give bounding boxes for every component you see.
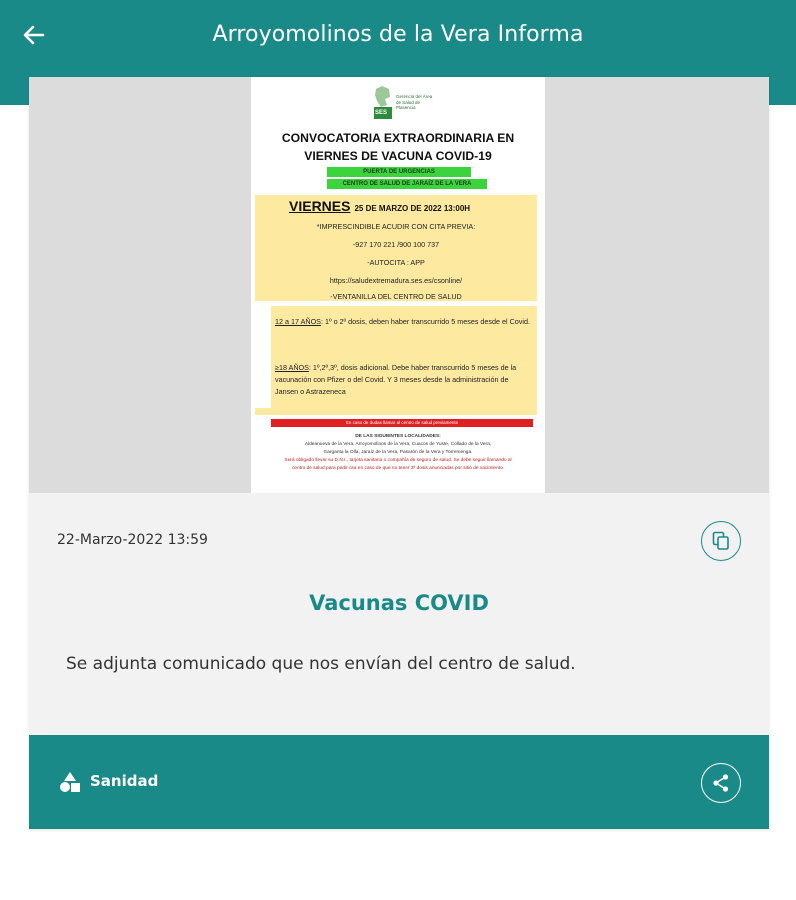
news-card <box>29 77 769 829</box>
poster-date-time: 25 DE MARZO DE 2022 13:00H <box>354 204 471 213</box>
poster-fine-text: Será obligado llevar su D.N.I., tarjeta sanitaria o compañía de seguro de salud. Se debe seguir llamando al <box>284 458 512 463</box>
category-label[interactable]: Sanidad <box>90 772 159 790</box>
article-body: Se adjunta comunicado que nos envían del centro de salud. <box>66 654 576 674</box>
poster-red-band: En caso de dudas llamar al centro de salud previamente <box>271 419 533 427</box>
logo-text: Gerencia del Área de Salud de Plasencia <box>396 94 433 110</box>
poster-para-text: : 1º o 2º dosis, deben haber transcurrido 5 meses desde el Covid. <box>320 317 530 326</box>
ses-logo-letters: SES <box>375 110 388 116</box>
poster-line: -AUTOCITA : APP <box>367 258 425 267</box>
poster-age-box <box>271 306 537 408</box>
poster-date <box>289 197 470 215</box>
share-icon <box>711 773 731 793</box>
poster-fine-text: centro de salud para pedir cita en caso de que no tener 3ª dosis anunciadas por sitio de vacimiento. <box>291 466 505 471</box>
poster-schedule-box <box>255 195 537 301</box>
shapes-icon <box>59 771 81 793</box>
poster-para-label: ≥18 AÑOS <box>275 363 309 372</box>
article-date: 22-Marzo-2022 13:59 <box>57 532 208 548</box>
poster-title-line2: VIERNES DE VACUNA COVID-19 <box>304 149 492 163</box>
poster-band-centro: CENTRO DE SALUD DE JARAÍZ DE LA VERA <box>327 179 487 189</box>
news-image-area <box>29 77 769 493</box>
poster-yellow-strip <box>255 408 537 415</box>
copy-button[interactable] <box>701 521 741 561</box>
article-footer <box>29 735 769 829</box>
poster-para-label: 12 a 17 AÑOS <box>275 317 321 326</box>
article-title: Vacunas COVID <box>309 591 489 615</box>
poster-para-text: : 1º,2º,3º, dosis adicional. Debe haber transcurrido 5 meses de la vacunación con Pfizer o del Covid. Y 3 meses desde la administración de Jansen o Astrazeneca <box>275 363 517 396</box>
poster-title <box>251 129 545 165</box>
poster-para-12-17 <box>275 316 533 328</box>
poster-fine-text: Aldeanueva de la Vera, Arroyomolinos de la Vera, Cuacos de Yuste, Collado de la Vera, <box>304 442 492 447</box>
poster-day: VIERNES <box>289 198 351 214</box>
news-image-poster[interactable] <box>251 77 545 493</box>
poster-title-line1: CONVOCATORIA EXTRAORDINARIA EN <box>281 131 515 145</box>
poster-line: -VENTANILLA DEL CENTRO DE SALUD <box>330 292 462 301</box>
poster-line: -927 170 221 /900 100 737 <box>352 240 440 249</box>
app-title: Arroyomolinos de la Vera Informa <box>212 22 584 47</box>
poster-line: https://saludextremadura.ses.es/csonline/ <box>329 276 463 285</box>
copy-icon <box>712 531 730 551</box>
share-button[interactable] <box>701 763 741 803</box>
poster-para-18 <box>275 362 533 398</box>
ses-logo <box>373 85 435 123</box>
poster-line: *IMPRESCINDIBLE ACUDIR CON CITA PREVIA: <box>316 222 476 231</box>
poster-band-urgencias: PUERTA DE URGENCIAS <box>327 167 471 177</box>
poster-fine-text: DE LAS SIGUIENTES LOCALIDADES: <box>355 434 441 439</box>
poster-fine-text: Garganta la Olla, Jaraíz de la Vera, Pasarón de la Vera y Torremenga. <box>323 450 473 455</box>
